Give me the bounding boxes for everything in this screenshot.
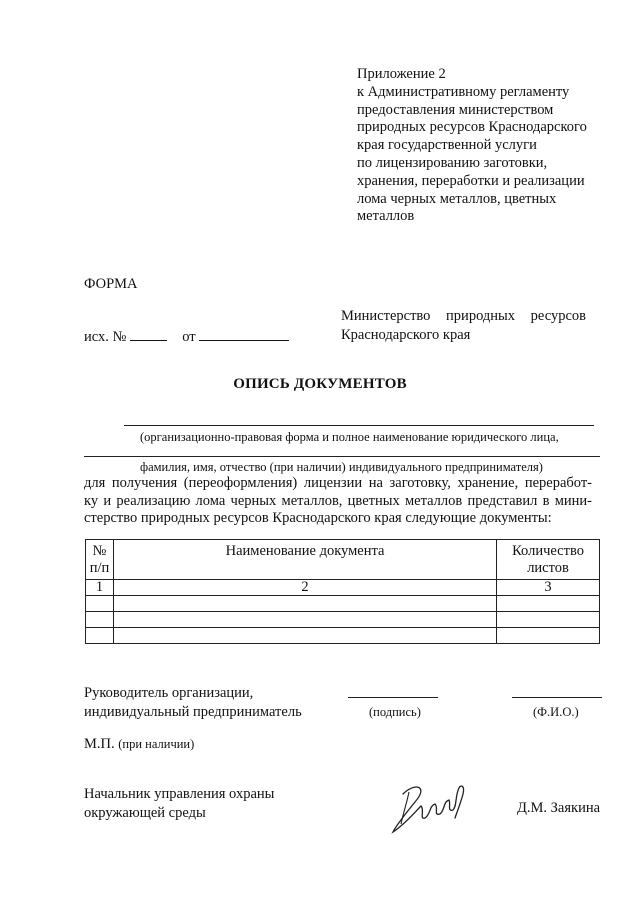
header-number-text: № п/п (89, 542, 110, 576)
header-number (86, 540, 114, 580)
head-title (84, 684, 302, 722)
table-cell: 3 (497, 580, 600, 596)
table-row (86, 580, 600, 596)
ministry-line-1 (341, 307, 586, 326)
entrepreneur-caption: фамилия, имя, отчество (при наличии) индивидуального предпринимателя) (140, 460, 543, 474)
name-caption: (Ф.И.О.) (533, 705, 579, 719)
document-title: ОПИСЬ ДОКУМЕНТОВ (233, 376, 407, 392)
annex-line: природных ресурсов Краснодарского (357, 119, 587, 136)
number-label: исх. № (84, 329, 127, 345)
table-cell[interactable] (113, 596, 496, 612)
official-name: Д.М. Заякина (517, 800, 601, 816)
signature-caption: (подпись) (369, 705, 421, 719)
annex-line: к Административному регламенту (357, 83, 570, 100)
ministry-line-2: Краснодарского края (341, 327, 471, 343)
table-cell[interactable] (86, 612, 114, 628)
table-cell[interactable] (497, 612, 600, 628)
table-cell[interactable] (113, 612, 496, 628)
table-cell[interactable] (497, 596, 600, 612)
table-row (86, 596, 600, 612)
official-title-line: Начальник управления охраны (84, 786, 275, 802)
table-cell[interactable] (86, 596, 114, 612)
annex-line: лома черных металлов, цветных (357, 190, 557, 207)
stamp-note: (при наличии) (118, 737, 195, 751)
purpose-paragraph (84, 475, 592, 528)
table-cell[interactable] (86, 628, 114, 644)
table-cell: 2 (113, 580, 496, 596)
annex-line: предоставления министерством (357, 101, 554, 118)
name-line (512, 697, 602, 698)
handwritten-signature (385, 772, 475, 842)
paragraph-line: стерство природных ресурсов Краснодарского края следующие документы: (84, 510, 552, 526)
annex-line: Приложение 2 (357, 66, 446, 82)
table-cell[interactable] (497, 628, 600, 644)
table-header-row (86, 540, 600, 580)
table-cell: 1 (86, 580, 114, 596)
header-document-name (113, 540, 496, 580)
org-name-line (124, 425, 594, 426)
form-label: ФОРМА (84, 276, 138, 292)
stamp-place (84, 735, 194, 754)
head-title-line: индивидуальный предприниматель (84, 704, 302, 720)
ministry-word: природных (446, 308, 516, 324)
entrepreneur-name-line (84, 456, 600, 457)
ministry-word: Министерство (341, 308, 431, 324)
header-document-name-text: Наименование документа (225, 543, 385, 559)
date-blank (199, 328, 289, 341)
ministry-addressee (341, 307, 586, 345)
annex-line: по лицензированию заготовки, (357, 154, 548, 171)
ministry-word: ресурсов (530, 308, 586, 324)
official-title-line: окружающей среды (84, 805, 206, 821)
annex-line: металлов (357, 208, 415, 225)
signature-line (348, 697, 438, 698)
org-caption: (организационно-правовая форма и полное наименование юридического лица, (140, 430, 559, 444)
stamp-label: М.П. (84, 736, 115, 752)
date-label: от (182, 329, 196, 345)
paragraph-line: ку и реализацию лома черных металлов, цветных металлов представил в мини- (84, 492, 592, 509)
annex-line: хранения, переработки и реализации (357, 172, 585, 189)
number-blank (130, 328, 167, 341)
table-cell[interactable] (113, 628, 496, 644)
table-row (86, 612, 600, 628)
paragraph-line: для получения (переоформления) лицензии на заготовку, хранение, переработ- (84, 475, 592, 491)
documents-table (85, 539, 600, 644)
head-title-line: Руководитель организации, (84, 685, 254, 701)
annex-line: края государственной услуги (357, 137, 537, 154)
outgoing-reference (84, 328, 289, 346)
official-title (84, 785, 274, 823)
annex-header (357, 66, 617, 226)
header-sheet-count (497, 540, 600, 580)
table-row (86, 628, 600, 644)
header-sheet-count-text: Количество листов (512, 542, 584, 576)
